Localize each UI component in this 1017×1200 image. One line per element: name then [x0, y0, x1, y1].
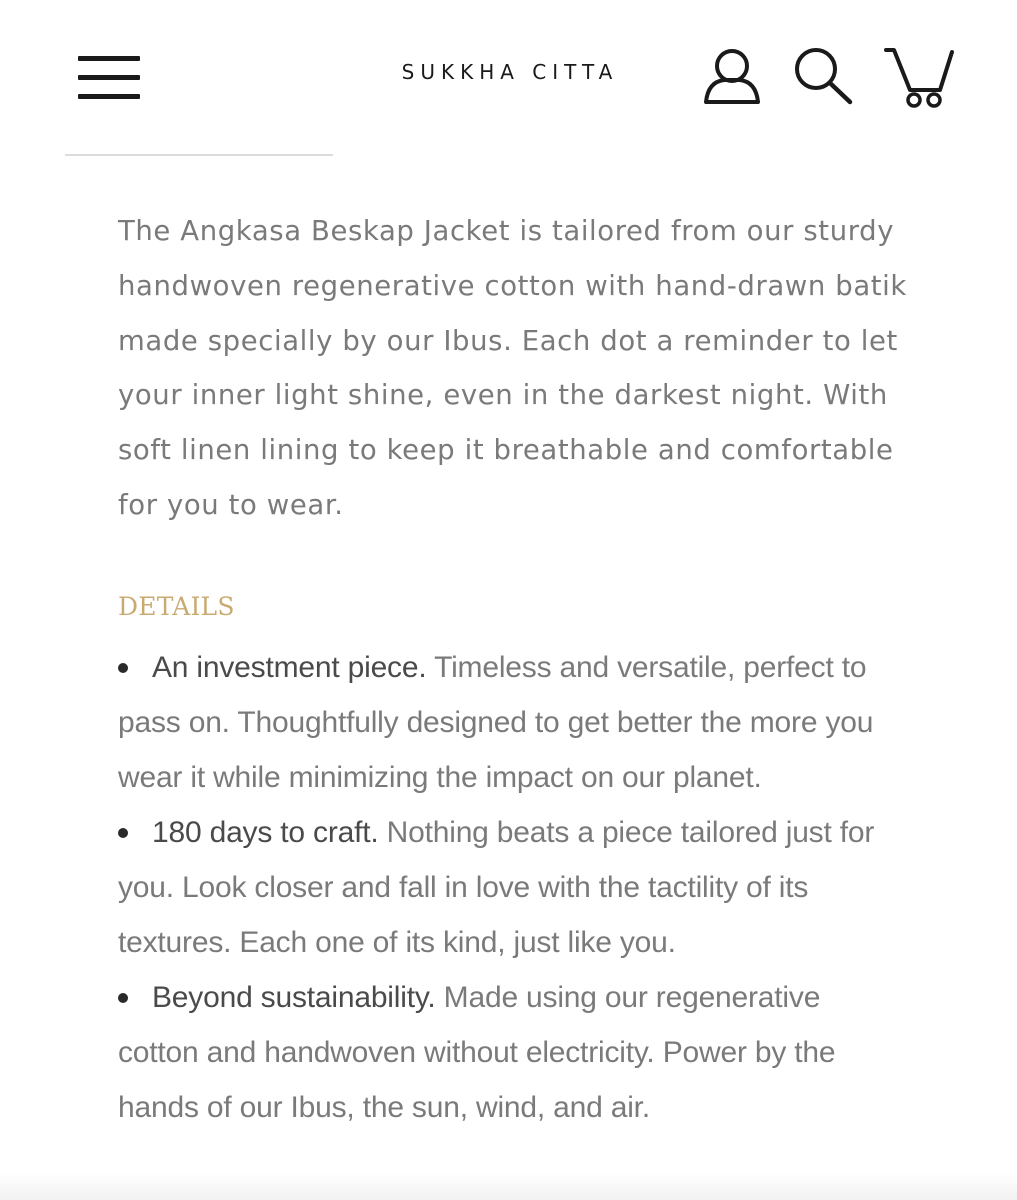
brand-logo[interactable]: SUKKHA CITTA [401, 60, 619, 84]
detail-text: Made using our regenerative cotton and handwoven without electricity. Power by the hands of our Ibus, the sun, wind, and air. [118, 981, 836, 1124]
detail-lead: An investment piece. [152, 651, 427, 684]
list-item [118, 970, 908, 1135]
detail-lead: Beyond sustainability. [152, 981, 436, 1014]
cart-icon [884, 44, 960, 110]
user-icon [700, 44, 764, 108]
detail-lead: 180 days to craft. [152, 816, 379, 849]
header-divider [65, 154, 333, 156]
product-description: The Angkasa Beskap Jacket is tailored from our sturdy handwoven regenerative cotton with hand-drawn batik made specially by our Ibus. Each dot a reminder to let your inner light shine, even in the darkest night. With soft linen lining to keep it breathable and comfortable for you to wear. [118, 215, 907, 521]
menu-bar [78, 94, 140, 99]
menu-bar [78, 75, 140, 80]
hamburger-menu-button[interactable] [78, 54, 142, 104]
cart-button[interactable] [884, 44, 960, 110]
list-item [118, 640, 908, 805]
bullet-icon [118, 993, 128, 1003]
bullet-icon [118, 828, 128, 838]
detail-text: Nothing beats a piece tailored just for you. Look closer and fall in love with the tactility of its textures. Each one of its kind, just like you. [118, 816, 875, 959]
search-button[interactable] [790, 44, 856, 108]
details-heading: DETAILS [118, 592, 235, 621]
details-list [118, 640, 908, 1135]
site-header [0, 0, 1017, 140]
hamburger-menu-icon [78, 56, 140, 61]
bottom-fade [0, 1172, 1017, 1200]
bullet-icon [118, 663, 128, 673]
list-item [118, 805, 908, 970]
account-button[interactable] [700, 44, 764, 108]
detail-text: Timeless and versatile, perfect to pass on. Thoughtfully designed to get better the more you wear it while minimizing the impact on our planet. [118, 651, 874, 794]
search-icon [790, 44, 856, 108]
